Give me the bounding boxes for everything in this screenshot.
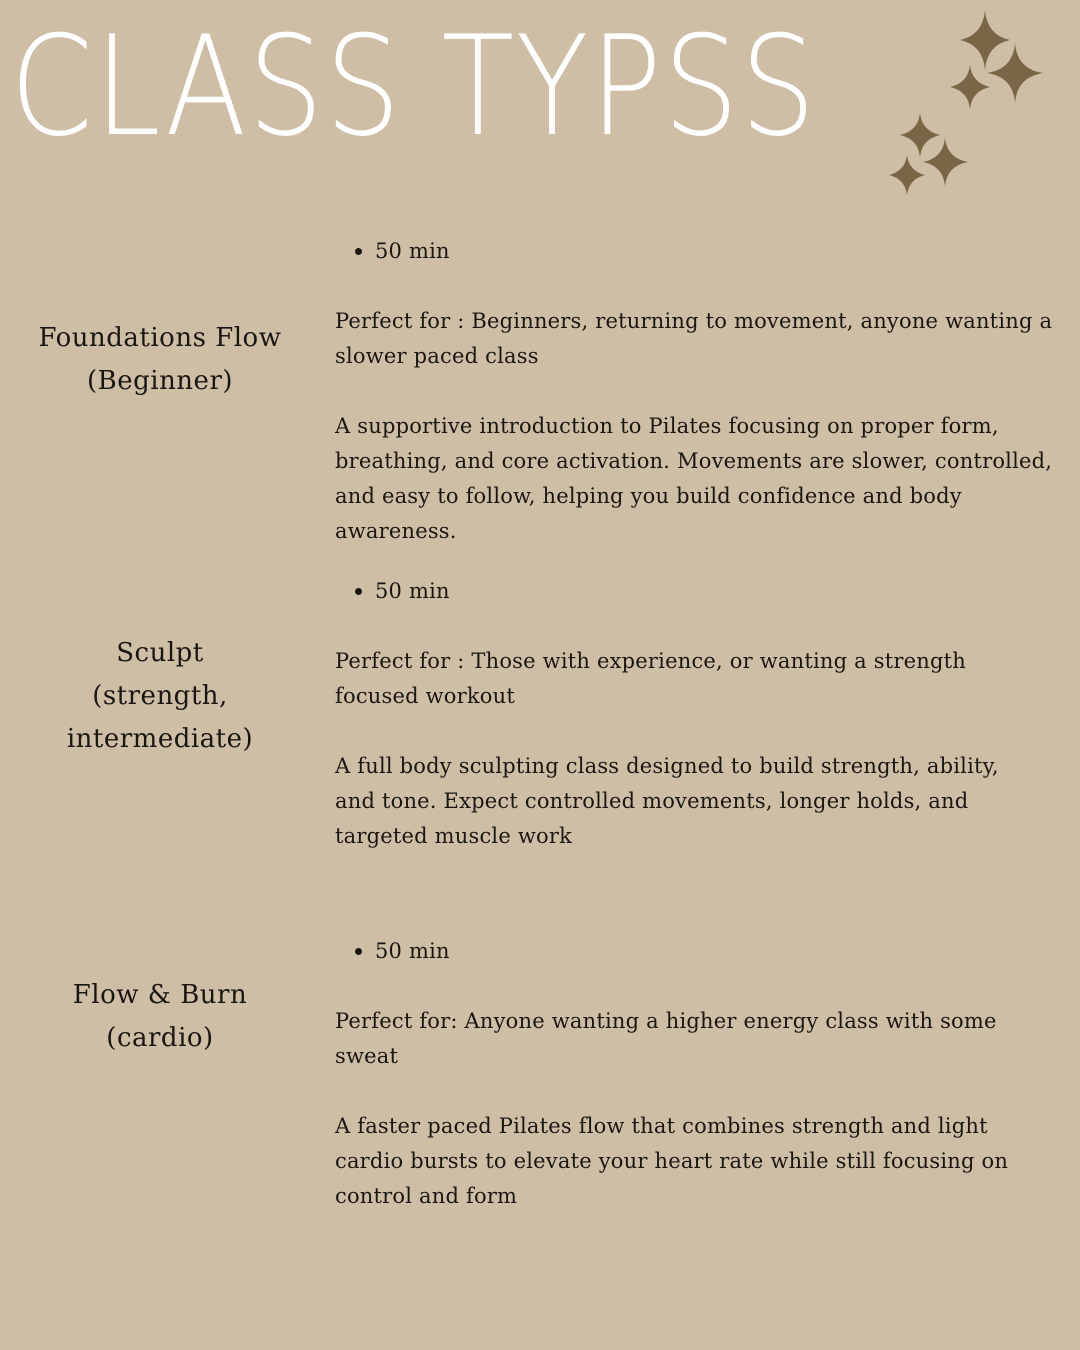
class-name-foundations-flow [0, 317, 320, 403]
page-title: CLASS TYPSS [10, 6, 818, 167]
class-details-foundations-flow [335, 234, 1080, 549]
class-description: A supportive introduction to Pilates focusing on proper form, breathing, and core activation. Movements are slower, controlled, and easy to follow, helping you build confidence and body awareness. [335, 414, 1053, 543]
class-details-sculpt [335, 574, 1025, 854]
class-level: (strength, intermediate) [66, 681, 254, 754]
duration-bullet: 50 min [335, 234, 1080, 269]
class-description: A faster paced Pilates flow that combines strength and light cardio bursts to elevate your heart rate while still focusing on control and form [335, 1114, 1009, 1208]
class-name-flow-and-burn [0, 974, 320, 1060]
sparkle-star [923, 138, 968, 186]
duration-bullet: 50 min [335, 934, 1025, 969]
sparkle-star [950, 65, 990, 109]
perfect-for-text: Perfect for : Those with experience, or wanting a strength focused workout [335, 649, 966, 708]
sparkles-icon [885, 5, 1050, 195]
class-name-line: Flow & Burn [72, 980, 248, 1010]
sparkle-star [900, 113, 940, 157]
class-name-line: Foundations Flow [38, 323, 282, 353]
class-description: A full body sculpting class designed to build strength, ability, and tone. Expect controlled movements, longer holds, and targeted muscle work [335, 754, 999, 848]
class-level: (Beginner) [86, 366, 234, 396]
class-name-line: Sculpt [116, 638, 204, 668]
class-name-sculpt [0, 632, 320, 761]
class-level: (cardio) [106, 1023, 214, 1053]
sparkle-star [987, 43, 1043, 103]
perfect-for-text: Perfect for: Anyone wanting a higher energy class with some sweat [335, 1009, 997, 1068]
perfect-for-text: Perfect for : Beginners, returning to movement, anyone wanting a slower paced class [335, 309, 1053, 368]
sparkle-star [960, 10, 1010, 70]
duration-bullet: 50 min [335, 574, 1025, 609]
class-details-flow-and-burn [335, 934, 1025, 1214]
sparkle-star [889, 155, 925, 195]
